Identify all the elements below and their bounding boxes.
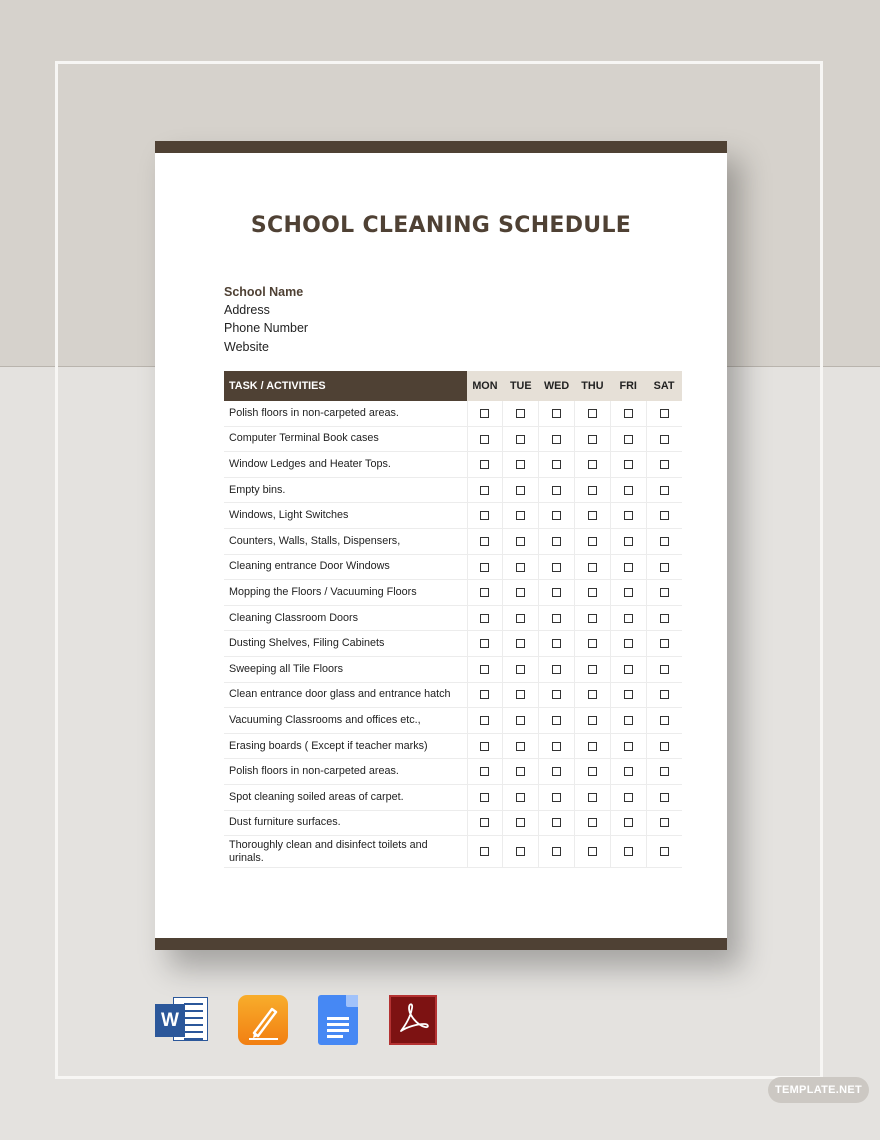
website: Website [224,339,269,354]
cell-sat [646,528,682,554]
cell-fri [610,784,646,810]
task-label: Counters, Walls, Stalls, Dispensers, [224,528,467,554]
checkbox-thu[interactable] [588,588,597,597]
schedule-table [224,371,682,868]
table-row [224,656,682,682]
table-row [224,503,682,529]
checkbox-mon[interactable] [480,486,489,495]
cell-wed [539,503,575,529]
cell-tue [503,554,539,580]
cell-thu [574,656,610,682]
checkbox-wed[interactable] [552,486,561,495]
cell-sat [646,759,682,785]
table-row [224,836,682,868]
checkbox-wed[interactable] [552,563,561,572]
cell-thu [574,784,610,810]
checkbox-tue[interactable] [516,639,525,648]
document-icon [318,995,358,1045]
checkbox-thu[interactable] [588,665,597,674]
cell-sat [646,836,682,868]
checkbox-fri[interactable] [624,639,633,648]
cell-fri [610,580,646,606]
cell-wed [539,554,575,580]
cell-mon [467,477,503,503]
checkbox-fri[interactable] [624,563,633,572]
checkbox-mon[interactable] [480,847,489,856]
task-column-header: TASK / ACTIVITIES [224,371,467,401]
cell-tue [503,503,539,529]
cell-mon [467,836,503,868]
checkbox-fri[interactable] [624,716,633,725]
checkbox-mon[interactable] [480,767,489,776]
checkbox-thu[interactable] [588,767,597,776]
cell-wed [539,528,575,554]
checkbox-tue[interactable] [516,460,525,469]
checkbox-tue[interactable] [516,716,525,725]
checkbox-sat[interactable] [660,588,669,597]
checkbox-sat[interactable] [660,409,669,418]
cell-sat [646,682,682,708]
checkbox-thu[interactable] [588,486,597,495]
task-label: Sweeping all Tile Floors [224,656,467,682]
checkbox-sat[interactable] [660,665,669,674]
checkbox-fri[interactable] [624,435,633,444]
cell-tue [503,708,539,734]
checkbox-mon[interactable] [480,665,489,674]
checkbox-mon[interactable] [480,563,489,572]
checkbox-sat[interactable] [660,716,669,725]
cell-mon [467,452,503,478]
cell-thu [574,631,610,657]
task-label: Cleaning Classroom Doors [224,605,467,631]
checkbox-mon[interactable] [480,793,489,802]
cell-fri [610,477,646,503]
checkbox-thu[interactable] [588,460,597,469]
cell-wed [539,708,575,734]
checkbox-wed[interactable] [552,460,561,469]
cell-sat [646,708,682,734]
checkbox-fri[interactable] [624,588,633,597]
checkbox-mon[interactable] [480,511,489,520]
task-label: Mopping the Floors / Vacuuming Floors [224,580,467,606]
cell-thu [574,708,610,734]
cell-sat [646,477,682,503]
table-row [224,426,682,452]
checkbox-fri[interactable] [624,537,633,546]
cell-thu [574,554,610,580]
table-row [224,477,682,503]
cell-wed [539,759,575,785]
cell-wed [539,580,575,606]
checkbox-sat[interactable] [660,537,669,546]
table-row [224,810,682,836]
day-header-fri: FRI [610,371,646,401]
checkbox-thu[interactable] [588,690,597,699]
cell-mon [467,682,503,708]
checkbox-tue[interactable] [516,486,525,495]
cell-mon [467,708,503,734]
checkbox-wed[interactable] [552,409,561,418]
checkbox-thu[interactable] [588,614,597,623]
table-row [224,528,682,554]
cell-mon [467,426,503,452]
task-label: Dust furniture surfaces. [224,810,467,836]
checkbox-wed[interactable] [552,716,561,725]
cell-tue [503,452,539,478]
checkbox-sat[interactable] [660,486,669,495]
checkbox-thu[interactable] [588,511,597,520]
checkbox-sat[interactable] [660,511,669,520]
task-label: Vacuuming Classrooms and offices etc., [224,708,467,734]
school-info [224,283,308,356]
cell-fri [610,605,646,631]
cell-wed [539,452,575,478]
cell-sat [646,554,682,580]
cell-thu [574,452,610,478]
checkbox-mon[interactable] [480,409,489,418]
checkbox-tue[interactable] [516,563,525,572]
cell-tue [503,528,539,554]
cell-thu [574,580,610,606]
cell-wed [539,733,575,759]
checkbox-tue[interactable] [516,847,525,856]
checkbox-mon[interactable] [480,588,489,597]
checkbox-wed[interactable] [552,847,561,856]
cell-fri [610,528,646,554]
cell-mon [467,631,503,657]
table-row [224,631,682,657]
checkbox-mon[interactable] [480,818,489,827]
checkbox-mon[interactable] [480,460,489,469]
table-row [224,784,682,810]
page-title: SCHOOL CLEANING SCHEDULE [250,213,632,238]
cell-fri [610,759,646,785]
pdf-icon[interactable] [389,995,437,1045]
cell-wed [539,477,575,503]
cell-mon [467,528,503,554]
checkbox-tue[interactable] [516,435,525,444]
checkbox-wed[interactable] [552,793,561,802]
cell-sat [646,452,682,478]
cell-mon [467,810,503,836]
checkbox-tue[interactable] [516,537,525,546]
checkbox-wed[interactable] [552,767,561,776]
checkbox-sat[interactable] [660,435,669,444]
checkbox-wed[interactable] [552,614,561,623]
cell-mon [467,554,503,580]
cell-fri [610,503,646,529]
cell-sat [646,733,682,759]
checkbox-thu[interactable] [588,793,597,802]
cell-fri [610,810,646,836]
cell-fri [610,554,646,580]
checkbox-sat[interactable] [660,793,669,802]
cell-mon [467,605,503,631]
checkbox-mon[interactable] [480,537,489,546]
table-row [224,733,682,759]
checkbox-fri[interactable] [624,818,633,827]
table-row [224,605,682,631]
day-header-mon: MON [467,371,503,401]
task-label: Cleaning entrance Door Windows [224,554,467,580]
cell-fri [610,836,646,868]
cell-sat [646,401,682,426]
day-header-thu: THU [574,371,610,401]
task-label: Erasing boards ( Except if teacher marks) [224,733,467,759]
cell-fri [610,401,646,426]
checkbox-mon[interactable] [480,716,489,725]
day-header-tue: TUE [503,371,539,401]
cell-sat [646,631,682,657]
checkbox-tue[interactable] [516,742,525,751]
checkbox-thu[interactable] [588,639,597,648]
checkbox-sat[interactable] [660,639,669,648]
cell-mon [467,733,503,759]
day-header-wed: WED [539,371,575,401]
cell-sat [646,580,682,606]
task-label: Computer Terminal Book cases [224,426,467,452]
checkbox-tue[interactable] [516,588,525,597]
checkbox-tue[interactable] [516,818,525,827]
cell-wed [539,810,575,836]
checkbox-sat[interactable] [660,767,669,776]
table-row [224,682,682,708]
cell-fri [610,733,646,759]
checkbox-tue[interactable] [516,793,525,802]
cell-tue [503,477,539,503]
checkbox-tue[interactable] [516,690,525,699]
cell-wed [539,631,575,657]
checkbox-mon[interactable] [480,742,489,751]
checkbox-tue[interactable] [516,511,525,520]
checkbox-thu[interactable] [588,563,597,572]
cell-thu [574,836,610,868]
checkbox-fri[interactable] [624,793,633,802]
checkbox-mon[interactable] [480,690,489,699]
task-label: Polish floors in non-carpeted areas. [224,759,467,785]
checkbox-thu[interactable] [588,435,597,444]
cell-wed [539,682,575,708]
cell-tue [503,605,539,631]
word-letter: W [155,1004,185,1037]
table-row [224,759,682,785]
cell-wed [539,401,575,426]
day-header-sat: SAT [646,371,682,401]
checkbox-thu[interactable] [588,818,597,827]
address: Address [224,303,270,318]
checkbox-tue[interactable] [516,409,525,418]
cell-sat [646,784,682,810]
cell-fri [610,682,646,708]
checkbox-mon[interactable] [480,639,489,648]
cell-tue [503,682,539,708]
cell-tue [503,631,539,657]
cell-mon [467,503,503,529]
checkbox-fri[interactable] [624,486,633,495]
checkbox-tue[interactable] [516,767,525,776]
cell-wed [539,426,575,452]
task-label: Polish floors in non-carpeted areas. [224,401,467,426]
checkbox-fri[interactable] [624,690,633,699]
cell-wed [539,656,575,682]
cell-sat [646,503,682,529]
cell-tue [503,810,539,836]
task-label: Clean entrance door glass and entrance hatch [224,682,467,708]
task-label: Empty bins. [224,477,467,503]
checkbox-thu[interactable] [588,847,597,856]
checkbox-thu[interactable] [588,742,597,751]
checkbox-sat[interactable] [660,742,669,751]
checkbox-tue[interactable] [516,665,525,674]
cell-thu [574,605,610,631]
table-row [224,708,682,734]
cell-tue [503,784,539,810]
task-label: Thoroughly clean and disinfect toilets and urinals. [224,836,467,868]
cell-fri [610,452,646,478]
checkbox-thu[interactable] [588,537,597,546]
table-row [224,401,682,426]
cell-thu [574,528,610,554]
pages-icon[interactable] [238,995,288,1045]
checkbox-wed[interactable] [552,690,561,699]
cell-fri [610,631,646,657]
checkbox-sat[interactable] [660,818,669,827]
task-label: Spot cleaning soiled areas of carpet. [224,784,467,810]
cell-fri [610,708,646,734]
checkbox-fri[interactable] [624,767,633,776]
cell-tue [503,426,539,452]
cell-thu [574,426,610,452]
cell-wed [539,784,575,810]
checkbox-mon[interactable] [480,614,489,623]
checkbox-wed[interactable] [552,742,561,751]
checkbox-wed[interactable] [552,639,561,648]
cell-mon [467,784,503,810]
checkbox-fri[interactable] [624,847,633,856]
document-page [155,141,727,950]
top-band [155,141,727,153]
cell-tue [503,759,539,785]
pencil-icon [238,995,288,1045]
table-row [224,452,682,478]
checkbox-sat[interactable] [660,847,669,856]
cell-thu [574,733,610,759]
cell-thu [574,682,610,708]
checkbox-sat[interactable] [660,690,669,699]
table-row [224,580,682,606]
google-docs-icon[interactable] [318,995,358,1045]
checkbox-wed[interactable] [552,665,561,674]
cell-sat [646,656,682,682]
checkbox-fri[interactable] [624,511,633,520]
cell-tue [503,580,539,606]
checkbox-thu[interactable] [588,409,597,418]
checkbox-sat[interactable] [660,614,669,623]
checkbox-sat[interactable] [660,563,669,572]
cell-mon [467,580,503,606]
cell-fri [610,656,646,682]
cell-mon [467,656,503,682]
task-label: Windows, Light Switches [224,503,467,529]
cell-tue [503,733,539,759]
checkbox-tue[interactable] [516,614,525,623]
cell-thu [574,503,610,529]
checkbox-fri[interactable] [624,742,633,751]
bottom-band [155,938,727,950]
cell-mon [467,401,503,426]
cell-sat [646,810,682,836]
checkbox-wed[interactable] [552,435,561,444]
acrobat-icon [391,997,435,1043]
task-label: Window Ledges and Heater Tops. [224,452,467,478]
checkbox-sat[interactable] [660,460,669,469]
cell-wed [539,605,575,631]
checkbox-fri[interactable] [624,665,633,674]
cell-sat [646,605,682,631]
cell-sat [646,426,682,452]
cell-thu [574,810,610,836]
checkbox-wed[interactable] [552,537,561,546]
checkbox-thu[interactable] [588,716,597,725]
cell-tue [503,401,539,426]
table-row [224,554,682,580]
cell-mon [467,759,503,785]
cell-thu [574,759,610,785]
checkbox-fri[interactable] [624,460,633,469]
cell-tue [503,836,539,868]
cell-thu [574,401,610,426]
checkbox-wed[interactable] [552,588,561,597]
checkbox-fri[interactable] [624,614,633,623]
cell-tue [503,656,539,682]
school-name: School Name [224,285,304,299]
cell-wed [539,836,575,868]
phone-number: Phone Number [224,321,309,336]
checkbox-mon[interactable] [480,435,489,444]
checkbox-wed[interactable] [552,511,561,520]
cell-thu [574,477,610,503]
template-net-badge[interactable]: TEMPLATE.NET [768,1077,869,1103]
cell-fri [610,426,646,452]
word-icon[interactable] [155,995,209,1043]
table-header-row [224,371,682,401]
task-label: Dusting Shelves, Filing Cabinets [224,631,467,657]
checkbox-fri[interactable] [624,409,633,418]
checkbox-wed[interactable] [552,818,561,827]
